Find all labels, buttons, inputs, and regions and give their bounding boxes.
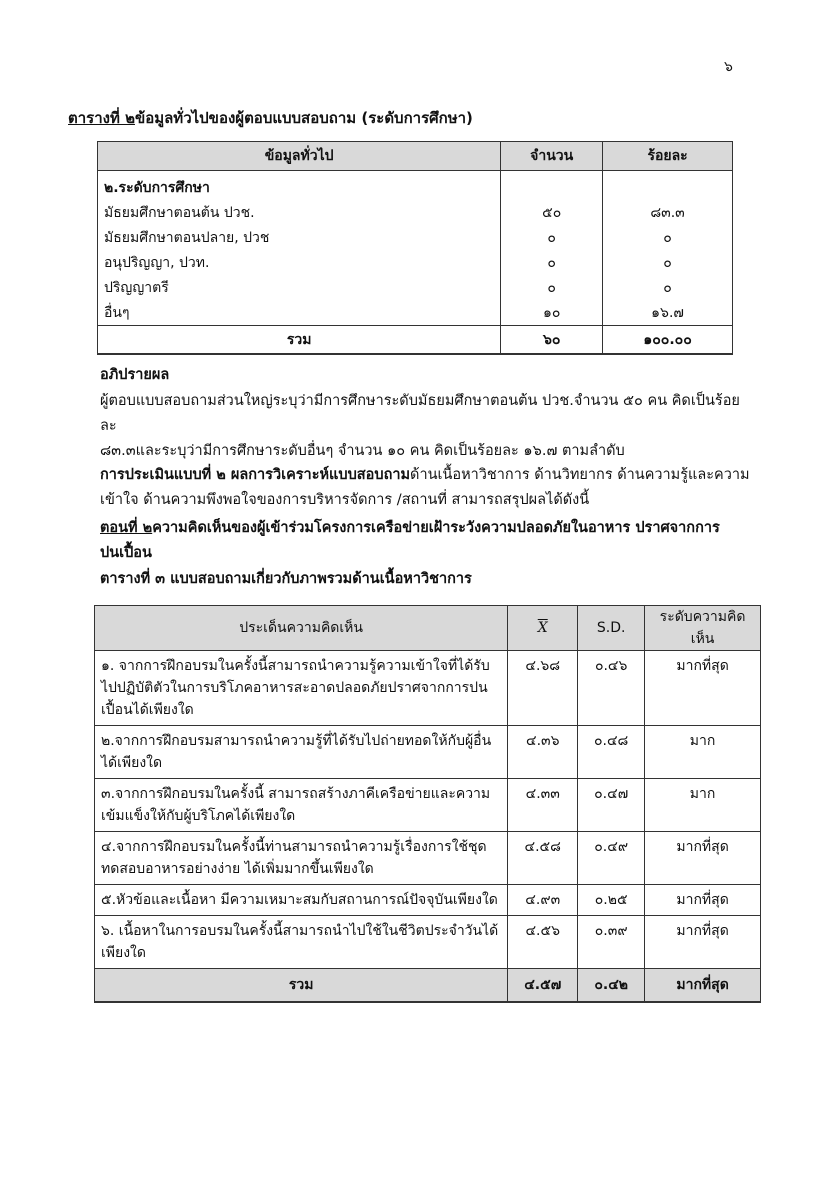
row-count: ๑๐ (501, 300, 603, 326)
row-percent: ๐ (603, 250, 733, 275)
row-level: มาก (645, 726, 761, 779)
evaluation-text: ด้านเนื้อหาวิชาการ ด้านวิทยากร ด้านความรู้และความ (410, 467, 750, 483)
column-header-count: จำนวน (501, 142, 603, 171)
part2-heading (100, 516, 760, 566)
opinion-table (94, 605, 761, 1003)
row-percent: ๐ (603, 225, 733, 250)
discussion-line: ๘๓.๓และระบุว่ามีการศึกษาระดับอื่นๆ จำนวน ๑๐ คน คิดเป็นร้อยละ ๑๖.๗ ตามลำดับ (100, 443, 625, 459)
column-header-mean (508, 606, 578, 651)
row-sd: ๐.๔๙ (578, 832, 645, 885)
row-count: ๐ (501, 250, 603, 275)
row-issue: ๖. เนื้อหาในการอบรมในครั้งนี้สามารถนำไปใช้ในชีวิตประจำวันได้เพียงใด (95, 916, 508, 969)
evaluation-heading: การประเมินแบบที่ ๒ ผลการวิเคราะห์แบบสอบถาม (100, 467, 411, 483)
total-mean: ๔.๕๗ (508, 969, 578, 1003)
page-number: ๖ (724, 59, 733, 75)
row-percent: ๐ (603, 275, 733, 300)
row-mean: ๔.๓๓ (508, 779, 578, 832)
table2-caption (68, 106, 473, 130)
row-issue: ๒.จากการฝึกอบรมสามารถนำความรู้ที่ได้รับไปถ่ายทอดให้กับผู้อื่นได้เพียงใด (95, 726, 508, 779)
table-row (95, 916, 761, 969)
total-percent: ๑๐๐.๐๐ (603, 326, 733, 355)
row-mean: ๔.๖๘ (508, 651, 578, 726)
row-mean: ๔.๓๖ (508, 726, 578, 779)
part2-text: ความคิดเห็นของผู้เข้าร่วมโครงการเครือข่ายเฝ้าระวังความปลอดภัยในอาหาร ปราศจากการ (152, 520, 720, 536)
row-sd: ๐.๔๘ (578, 726, 645, 779)
discussion-line: ผู้ตอบแบบสอบถามส่วนใหญ่ระบุว่ามีการศึกษาระดับมัธยมศึกษาตอนต้น ปวช.จำนวน ๕๐ คน คิดเป็นร้อยละ (100, 393, 740, 434)
table3-caption: ตารางที่ ๓ แบบสอบถามเกี่ยวกับภาพรวมด้านเนื้อหาวิชาการ (100, 571, 472, 587)
row-count: ๐ (501, 225, 603, 250)
row-percent: ๑๖.๗ (603, 300, 733, 326)
column-header-level: ระดับความคิดเห็น (645, 606, 761, 651)
row-sd: ๐.๔๗ (578, 779, 645, 832)
table-row (98, 275, 733, 300)
table-header-row (95, 606, 761, 651)
table-row (95, 779, 761, 832)
table-row (95, 885, 761, 916)
column-header-percent: ร้อยละ (603, 142, 733, 171)
section-label: ๒.ระดับการศึกษา (98, 171, 501, 201)
row-level: มากที่สุด (645, 651, 761, 726)
table-row (98, 300, 733, 326)
total-label: รวม (98, 326, 501, 355)
table2-caption-label: ตารางที่ ๒ (68, 109, 135, 127)
table2-caption-text: ข้อมูลทั่วไปของผู้ตอบแบบสอบถาม (ระดับการศึกษา) (134, 109, 473, 127)
table-header-row (98, 142, 733, 171)
total-count: ๖๐ (501, 326, 603, 355)
part2-label: ตอนที่ ๒ (100, 520, 153, 536)
discussion-title: อภิปรายผล (100, 367, 170, 383)
row-label: อื่นๆ (98, 300, 501, 326)
total-label: รวม (95, 969, 508, 1003)
table-total-row (95, 969, 761, 1003)
table-section-row (98, 171, 733, 201)
row-sd: ๐.๔๖ (578, 651, 645, 726)
part2-line (100, 516, 760, 541)
row-level: มาก (645, 779, 761, 832)
education-table (97, 141, 733, 355)
evaluation-paragraph (100, 463, 760, 513)
row-mean: ๔.๙๓ (508, 885, 578, 916)
row-issue: ๑. จากการฝึกอบรมในครั้งนี้สามารถนำความรู้ความเข้าใจที่ได้รับไปปฏิบัติตัวในการบริโภคอาหารสะอาดปลอดภัยปราศจากการปนเปื้อนได้เพียงใด (95, 651, 508, 726)
column-header-sd: S.D. (578, 606, 645, 651)
table-row (95, 726, 761, 779)
table-row (98, 225, 733, 250)
mean-symbol: $\overline{X}$ (537, 620, 548, 636)
row-sd: ๐.๓๙ (578, 916, 645, 969)
row-count: ๐ (501, 275, 603, 300)
row-label: มัธยมศึกษาตอนปลาย, ปวช (98, 225, 501, 250)
column-header-info: ข้อมูลทั่วไป (98, 142, 501, 171)
row-sd: ๐.๒๕ (578, 885, 645, 916)
row-issue: ๕.หัวข้อและเนื้อหา มีความเหมาะสมกับสถานการณ์ปัจจุบันเพียงใด (95, 885, 508, 916)
evaluation-line: เข้าใจ ด้านความพึงพอใจของการบริหารจัดการ /สถานที่ สามารถสรุปผลได้ดังนี้ (100, 492, 590, 508)
table-row (98, 250, 733, 275)
row-mean: ๔.๕๘ (508, 832, 578, 885)
row-percent: ๘๓.๓ (603, 200, 733, 225)
total-level: มากที่สุด (645, 969, 761, 1003)
table-row (98, 200, 733, 225)
row-issue: ๔.จากการฝึกอบรมในครั้งนี้ท่านสามารถนำความรู้เรื่องการใช้ชุดทดสอบอาหารอย่างง่าย ได้เพิ่มมากขึ้นเพียงใด (95, 832, 508, 885)
row-label: อนุปริญญา, ปวท. (98, 250, 501, 275)
row-level: มากที่สุด (645, 916, 761, 969)
row-level: มากที่สุด (645, 885, 761, 916)
table-row (95, 832, 761, 885)
row-label: มัธยมศึกษาตอนต้น ปวช. (98, 200, 501, 225)
row-level: มากที่สุด (645, 832, 761, 885)
discussion-paragraph (100, 389, 740, 464)
evaluation-line (100, 463, 760, 488)
part2-line: ปนเปื้อน (100, 545, 152, 561)
table-total-row (98, 326, 733, 355)
total-sd: ๐.๔๒ (578, 969, 645, 1003)
row-mean: ๔.๕๖ (508, 916, 578, 969)
column-header-issue: ประเด็นความคิดเห็น (95, 606, 508, 651)
table-row (95, 651, 761, 726)
row-label: ปริญญาตรี (98, 275, 501, 300)
row-count: ๕๐ (501, 200, 603, 225)
row-issue: ๓.จากการฝึกอบรมในครั้งนี้ สามารถสร้างภาคีเครือข่ายและความเข้มแข็งให้กับผู้บริโภคได้เพียงใด (95, 779, 508, 832)
